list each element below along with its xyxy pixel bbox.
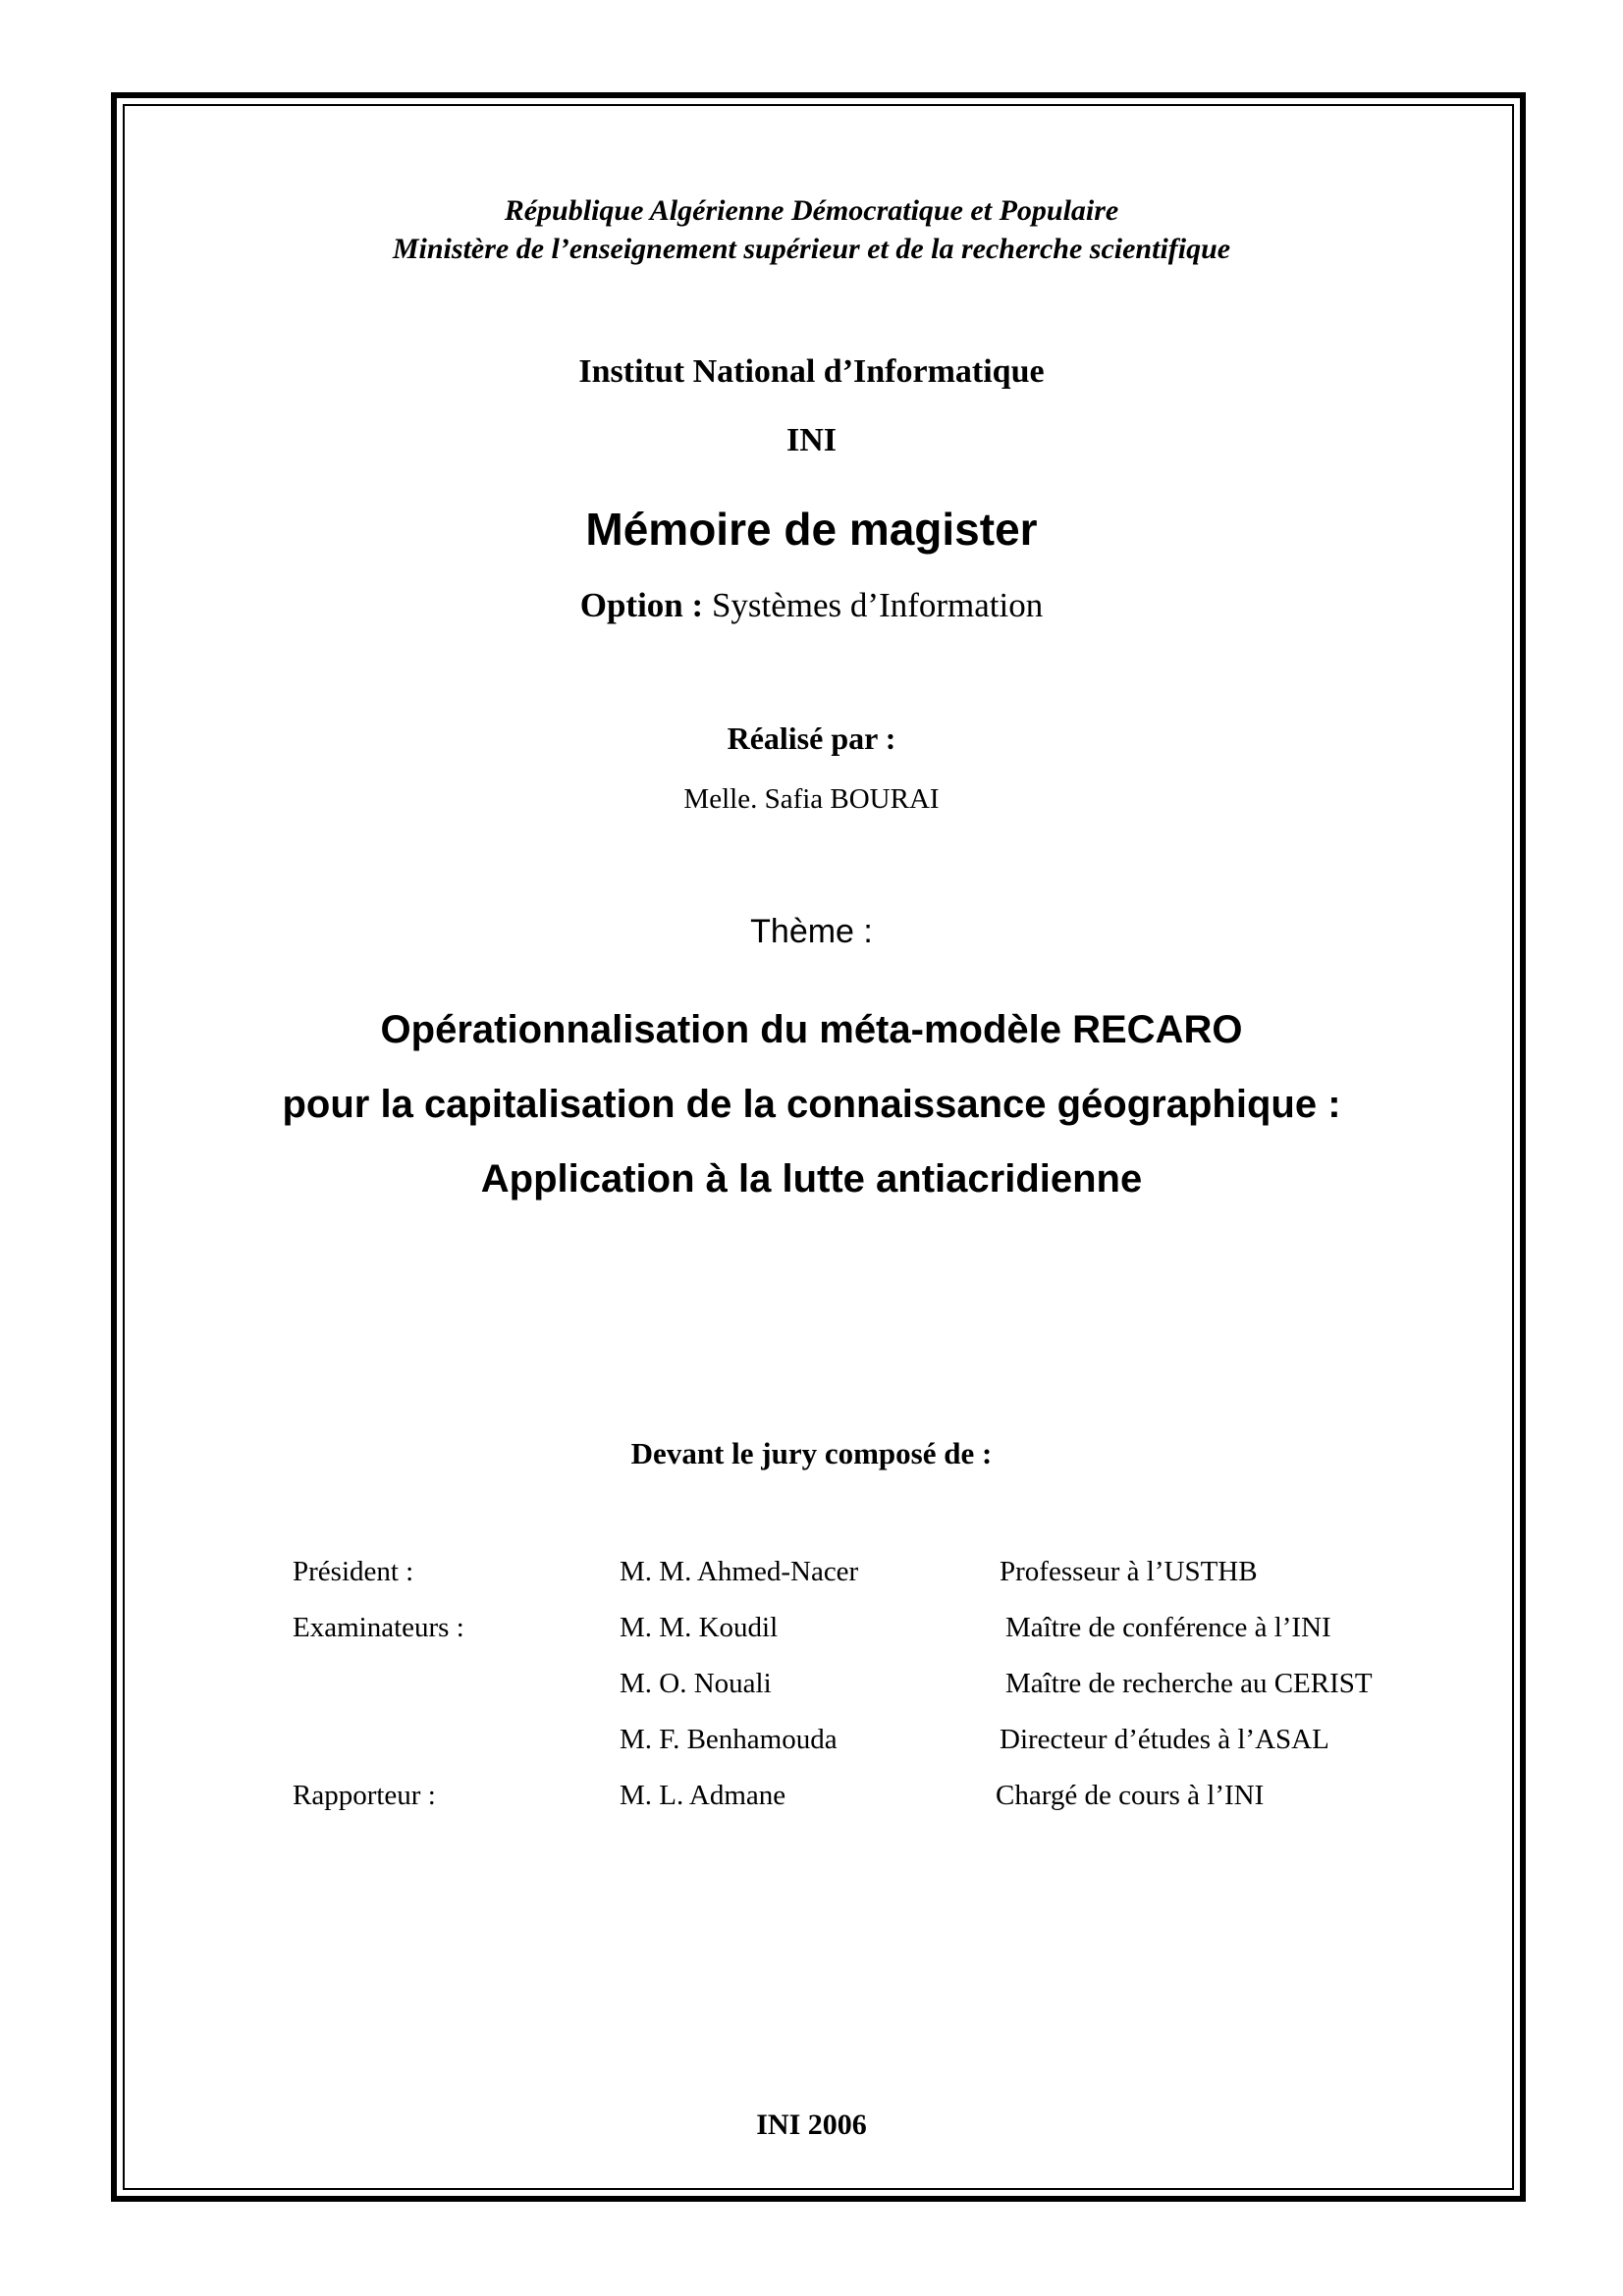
- jury-name: M. M. Koudil: [620, 1612, 779, 1643]
- jury-row: [0, 1612, 1623, 1651]
- jury-title: Directeur d’études à l’ASAL: [1000, 1724, 1329, 1755]
- theme-line-3: Application à la lutte antiacridienne: [480, 1157, 1143, 1201]
- theme-line-2: pour la capitalisation de la connaissance géographique :: [282, 1083, 1341, 1126]
- ministry-line: Ministère de l’enseignement supérieur et de la recherche scientifique: [392, 233, 1231, 265]
- theme-line-1: Opérationnalisation du méta-modèle RECARO: [380, 1008, 1243, 1051]
- jury-row: [0, 1780, 1623, 1819]
- jury-title: Maître de recherche au CERIST: [1005, 1668, 1373, 1699]
- jury-role: Président :: [293, 1556, 414, 1587]
- jury-row: [0, 1556, 1623, 1595]
- jury-row: [0, 1668, 1623, 1707]
- option-line: [0, 586, 1623, 625]
- jury-role: Rapporteur :: [293, 1780, 436, 1811]
- option-label: Option :: [579, 586, 704, 624]
- author-name: Melle. Safia BOURAI: [683, 783, 940, 815]
- page-border-inner: [123, 104, 1514, 2190]
- jury-name: M. F. Benhamouda: [620, 1724, 838, 1755]
- institute-name: Institut National d’Informatique: [578, 353, 1045, 390]
- jury-name: M. L. Admane: [620, 1780, 786, 1811]
- republic-line: République Algérienne Démocratique et Populaire: [504, 194, 1119, 227]
- institute-acronym: INI: [785, 422, 838, 458]
- jury-title: Professeur à l’USTHB: [1000, 1556, 1258, 1587]
- document-type: Mémoire de magister: [585, 504, 1038, 555]
- jury-name: M. O. Nouali: [620, 1668, 772, 1699]
- jury-name: M. M. Ahmed-Nacer: [620, 1556, 859, 1587]
- option-value: Systèmes d’Information: [711, 586, 1044, 624]
- jury-heading: Devant le jury composé de :: [630, 1436, 993, 1470]
- theme-label: Thème :: [750, 913, 873, 950]
- footer-year: INI 2006: [756, 2109, 867, 2141]
- author-label: Réalisé par :: [727, 721, 896, 756]
- jury-title: Chargé de cours à l’INI: [996, 1780, 1265, 1811]
- jury-title: Maître de conférence à l’INI: [1005, 1612, 1331, 1643]
- jury-role: Examinateurs :: [293, 1612, 464, 1643]
- jury-row: [0, 1724, 1623, 1763]
